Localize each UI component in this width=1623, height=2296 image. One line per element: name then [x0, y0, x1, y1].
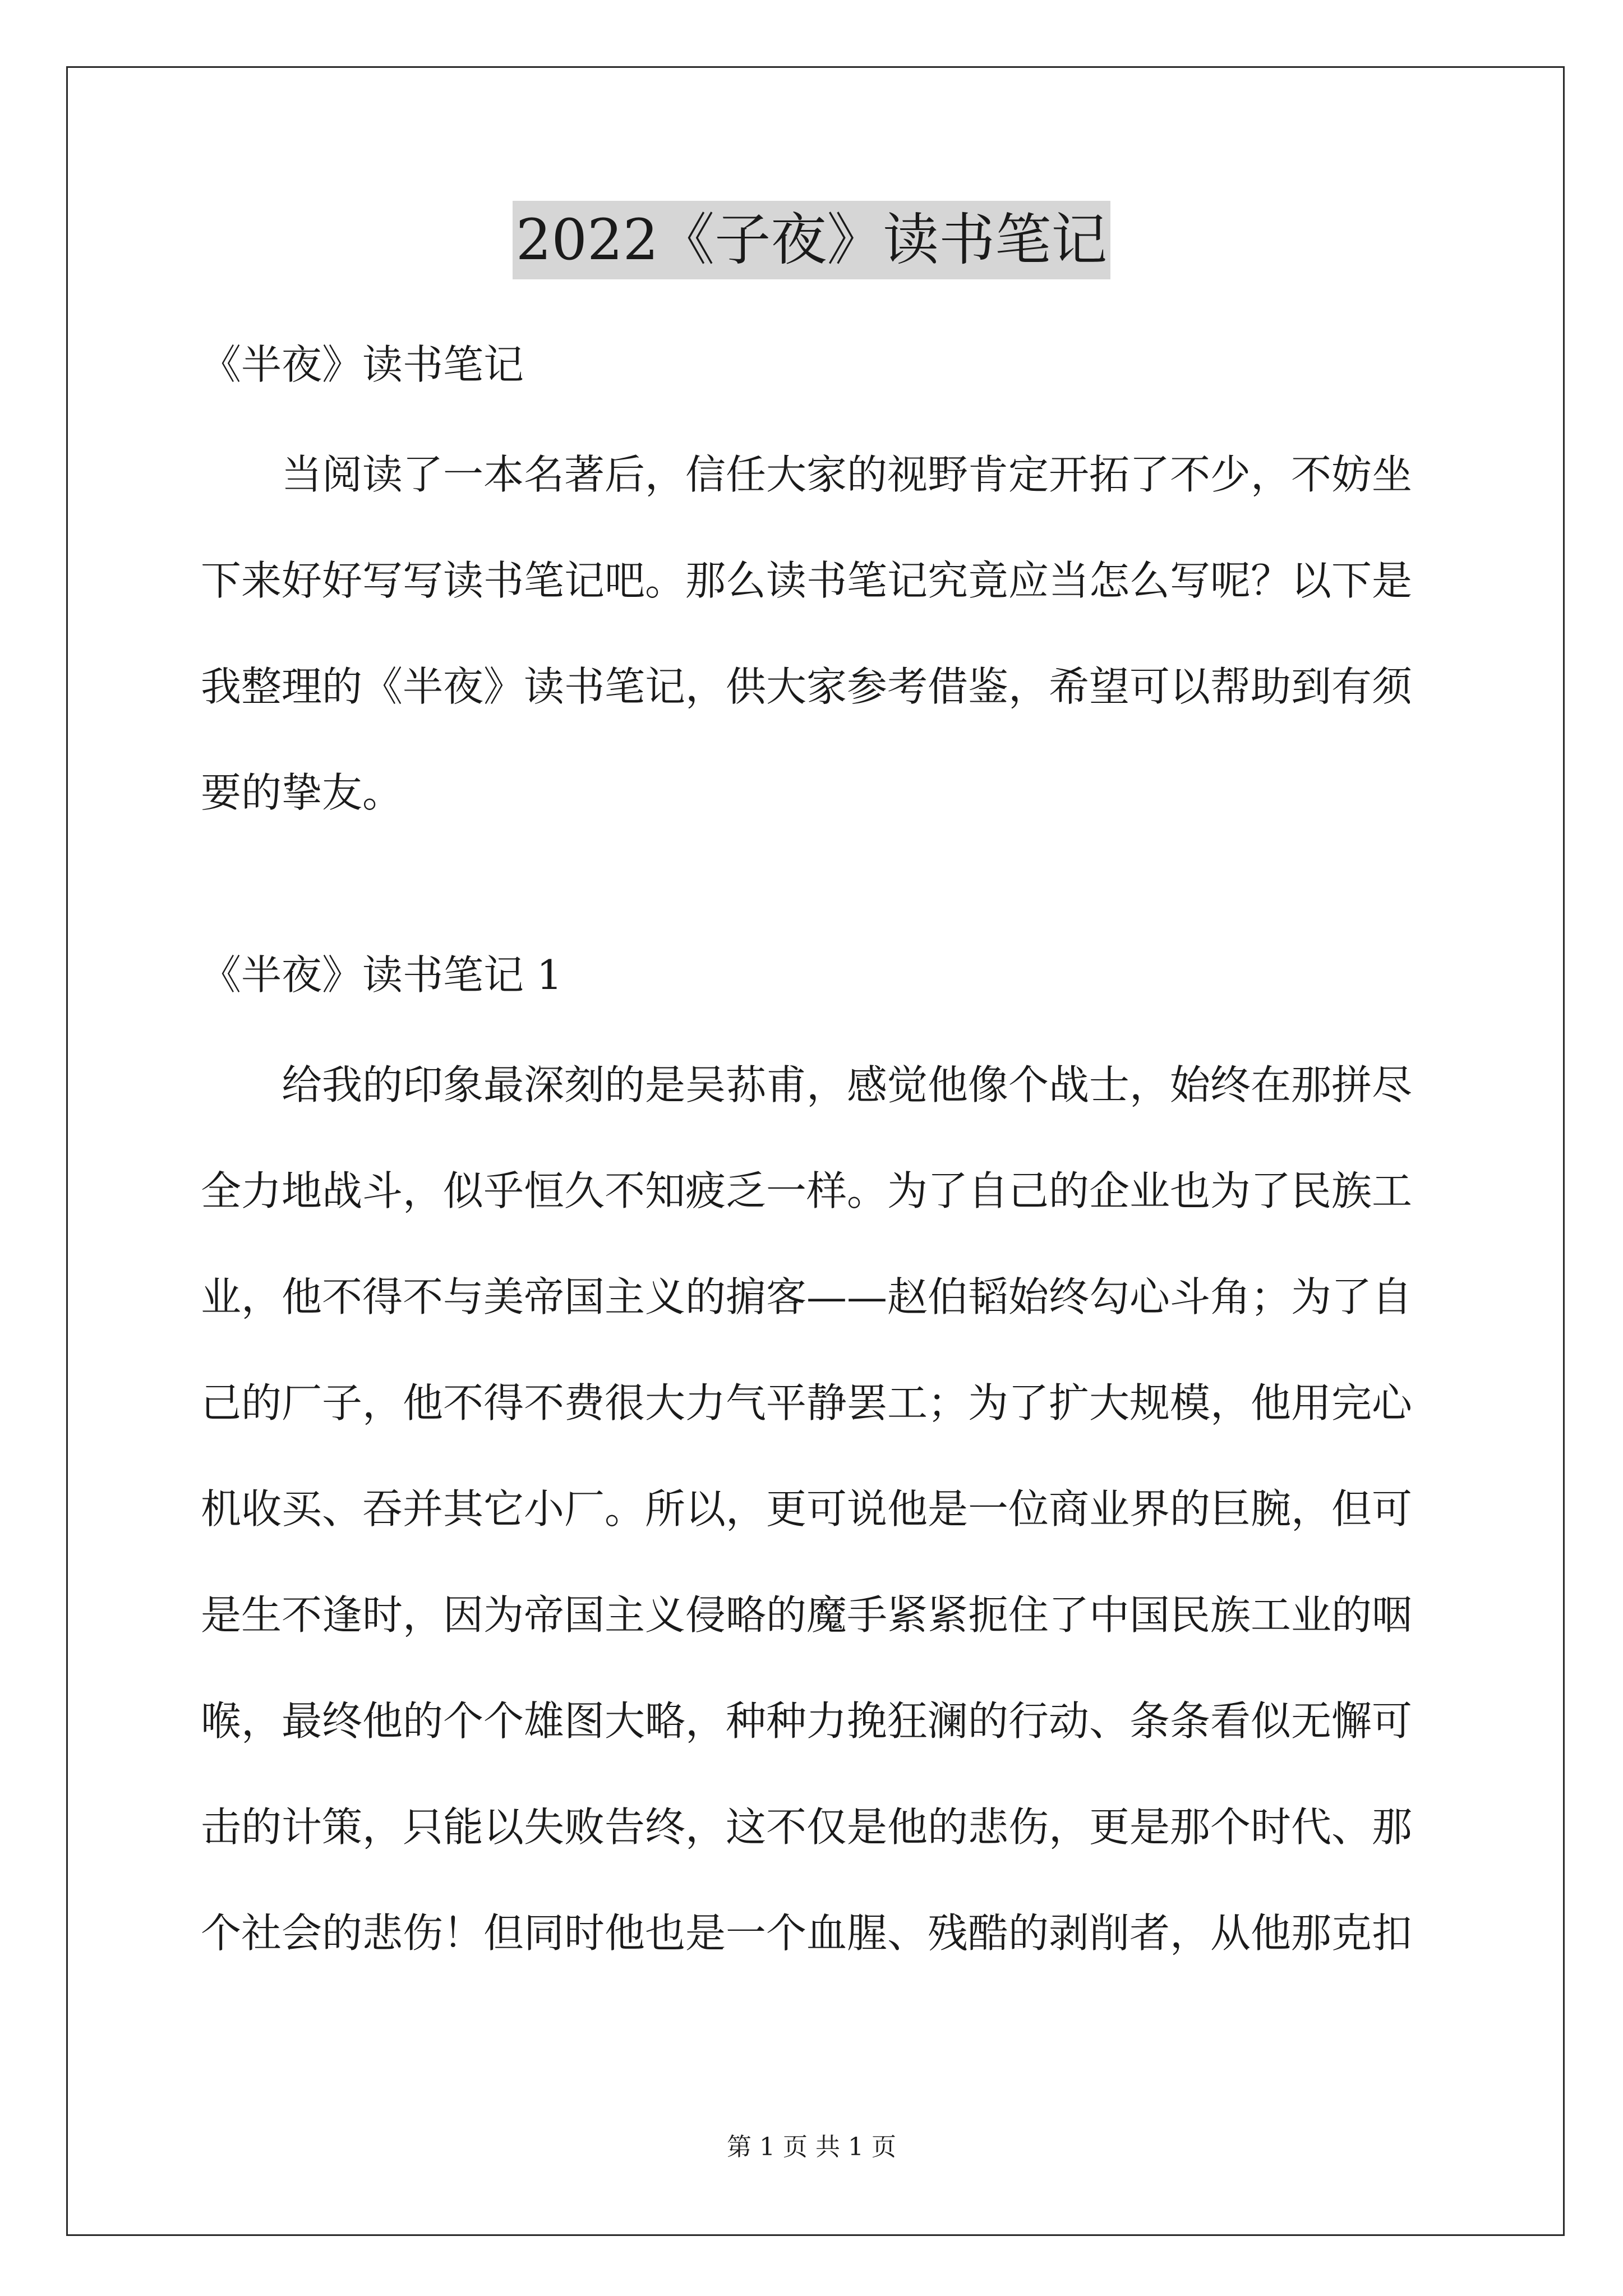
intro-paragraph: 当阅读了一本名著后，信任大家的视野肯定开拓了不少，不妨坐 下来好好写写读书笔记吧。那么读书笔记究竟应当怎么写呢？以下是 我整理的《半夜》读书笔记，供大家参考借鉴，希望可以帮助到有须 要的挚友。: [201, 451, 1413, 816]
document-body: [201, 337, 1435, 1986]
document-title: 2022《子夜》读书笔记: [513, 201, 1111, 279]
title-container: [0, 201, 1623, 279]
section-heading-1: 《半夜》读书笔记: [201, 341, 524, 388]
page-footer: 第 1 页 共 1 页: [727, 2133, 896, 2161]
section-heading-2: 《半夜》读书笔记 1: [201, 951, 562, 999]
note-paragraph: 给我的印象最深刻的是吴荪甫，感觉他像个战士，始终在那拼尽 全力地战斗，似乎恒久不知疲乏一样。为了自己的企业也为了民族工 业，他不得不与美帝国主义的掮客——赵伯韬始终勾心斗角；为了自 己的厂子，他不得不费很大力气平静罢工；为了扩大规模，他用完心 机收买、吞并其它小厂。所以，更可说他是一位商业界的巨腕，但可 是生不逢时，因为帝国主义侵略的魔手紧紧扼住了中国民族工业的咽 喉，最终他的个个雄图大略，种种力挽狂澜的行动、条条看似无懈可 击的计策，只能以失败告终，这不仅是他的悲伤，更是那个时代、那 个社会的悲伤！但同时他也是一个血腥、残酷的剥削者，从他那克扣: [201, 1061, 1413, 1957]
